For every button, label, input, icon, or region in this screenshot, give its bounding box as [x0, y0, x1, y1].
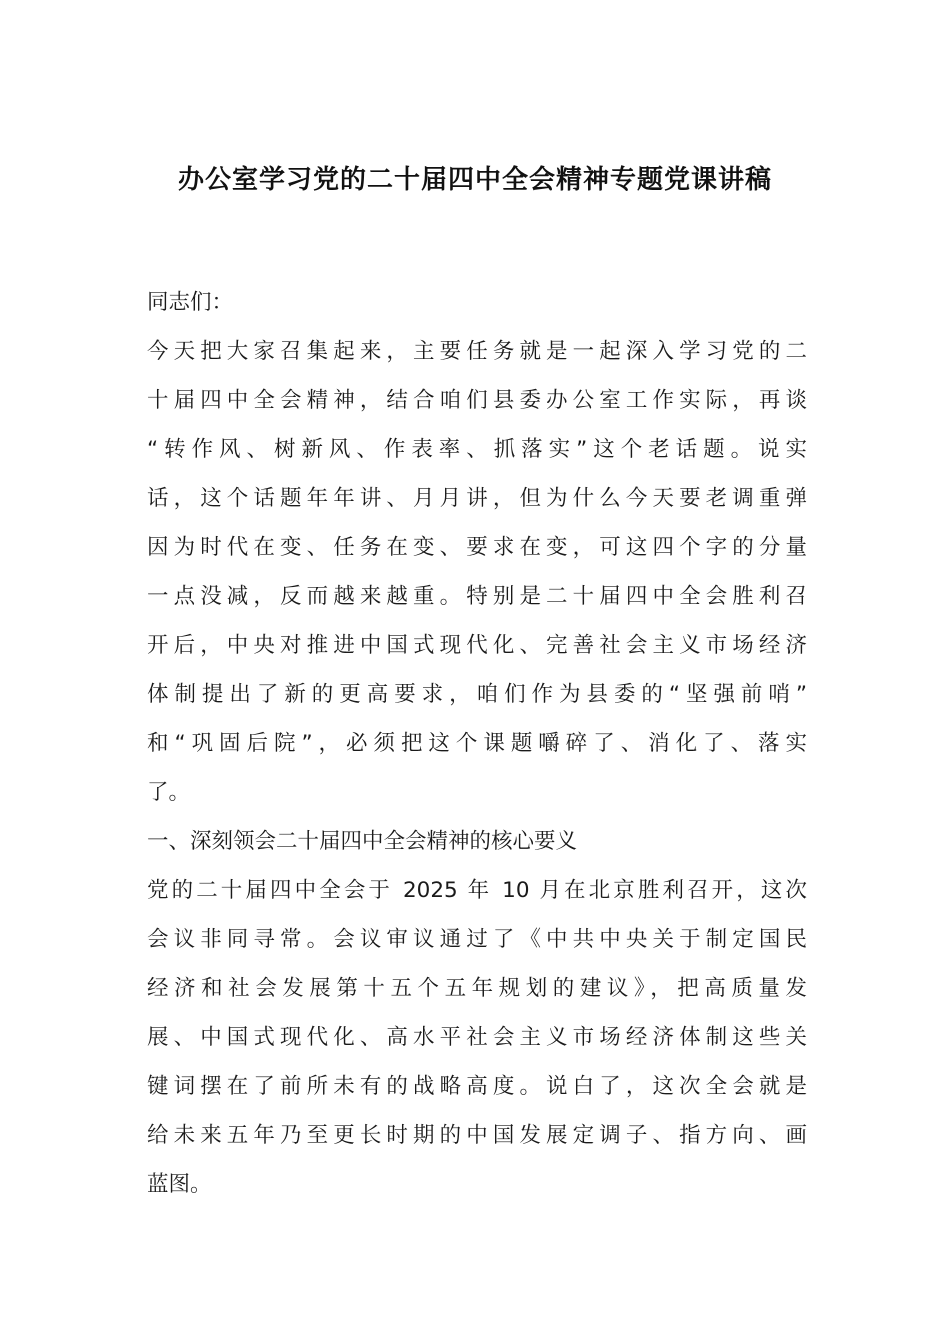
text-line: 党的二十届四中全会于 2025 年 10 月在北京胜利召开，这次	[147, 878, 807, 903]
text-line: 开后，中央对推进中国式现代化、完善社会主义市场经济	[147, 633, 807, 658]
text-line: 和“巩固后院”，必须把这个课题嚼碎了、消化了、落实	[147, 731, 807, 756]
text-line: 展、中国式现代化、高水平社会主义市场经济体制这些关	[147, 1025, 807, 1050]
text-line: 一点没减，反而越来越重。特别是二十届四中全会胜利召	[147, 584, 807, 609]
section-heading: 一、深刻领会二十届四中全会精神的核心要义	[147, 829, 578, 854]
paragraph-intro	[147, 329, 807, 819]
document-body	[147, 280, 807, 1211]
text-line: 体制提出了新的更高要求，咱们作为县委的“坚强前哨”	[147, 682, 807, 707]
text-line: 因为时代在变、任务在变、要求在变，可这四个字的分量	[147, 535, 807, 560]
text-line: 话，这个话题年年讲、月月讲，但为什么今天要老调重弹	[147, 486, 807, 511]
text-line: 蓝图。	[147, 1172, 212, 1197]
text-line: 了。	[147, 780, 191, 805]
text-line: 经济和社会发展第十五个五年规划的建议》，把高质量发	[147, 976, 807, 1001]
text-line: 会议非同寻常。会议审议通过了《中共中央关于制定国民	[147, 927, 807, 952]
salutation: 同志们：	[147, 290, 234, 315]
text-line: “转作风、树新风、作表率、抓落实”这个老话题。说实	[147, 437, 807, 462]
text-line: 今天把大家召集起来，主要任务就是一起深入学习党的二	[147, 339, 807, 364]
document-title: 办公室学习党的二十届四中全会精神专题党课讲稿	[177, 165, 772, 195]
text-line: 键词摆在了前所未有的战略高度。说白了，这次全会就是	[147, 1074, 807, 1099]
text-line: 给未来五年乃至更长时期的中国发展定调子、指方向、画	[147, 1123, 807, 1148]
text-line: 十届四中全会精神，结合咱们县委办公室工作实际，再谈	[147, 388, 807, 413]
paragraph-section-1	[147, 868, 807, 1211]
